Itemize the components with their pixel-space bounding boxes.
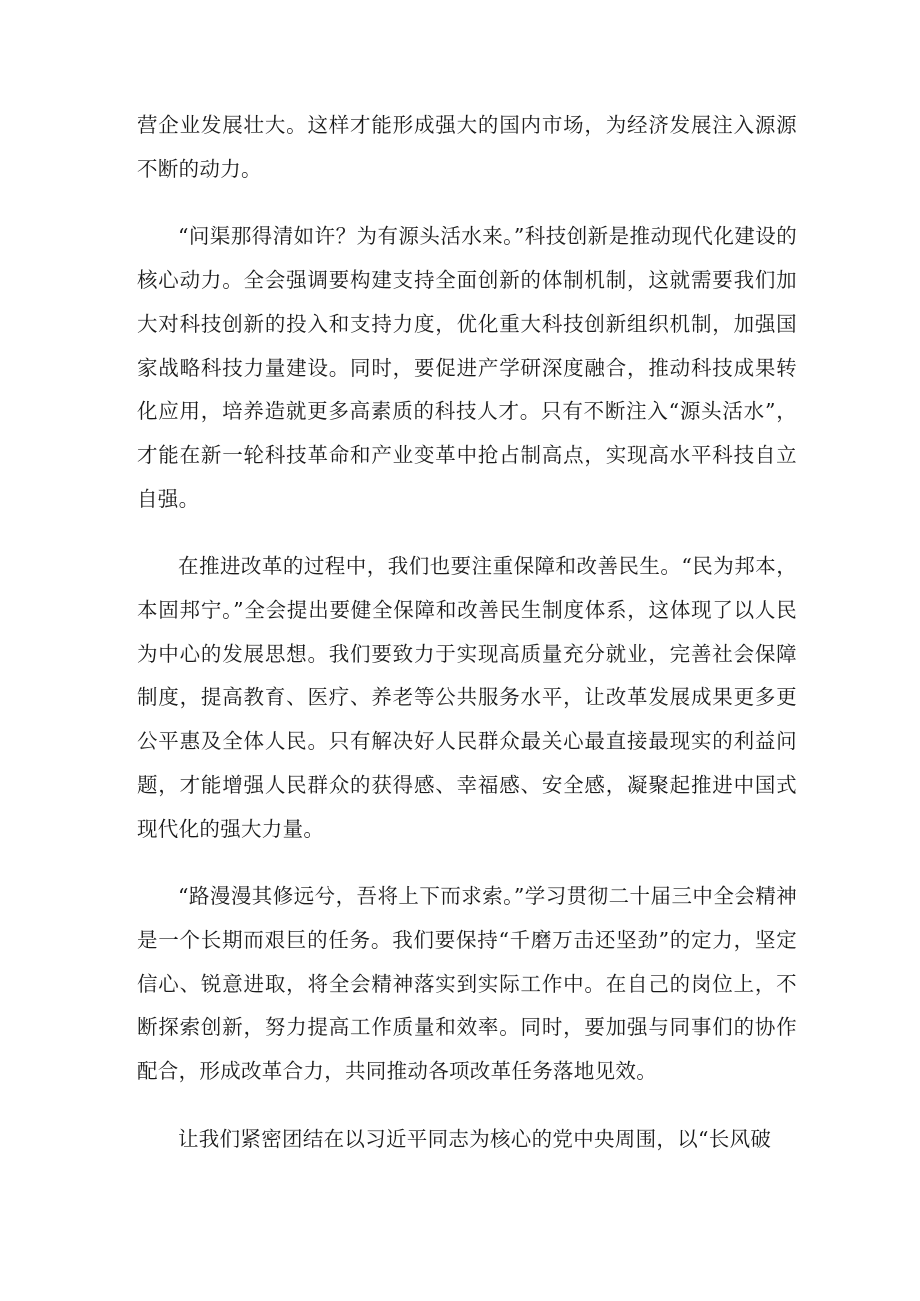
paragraph-continuation: 营企业发展壮大。这样才能形成强大的国内市场，为经济发展注入源源不断的动力。 <box>137 113 797 181</box>
paragraph-long-journey: “路漫漫其修远兮，吾将上下而求索。”学习贯彻二十届三中全会精神是一个长期而艰巨的任务。我们要保持“千磨万击还坚劲”的定力，坚定信心、锐意进取，将全会精神落实到实际工作中。在自己的岗位上，不断探索创新，努力提高工作质量和效率。同时，要加强与同事们的协作配合，形成改革合力，共同推动各项改革任务落地见效。 <box>137 884 797 1084</box>
paragraph-closing: 让我们紧密团结在以习近平同志为核心的党中央周围，以“长风破 <box>178 1126 772 1151</box>
document-page <box>137 104 797 1161</box>
paragraph-livelihood: 在推进改革的过程中，我们也要注重保障和改善民生。“民为邦本，本固邦宁。”全会提出要健全保障和改善民生制度体系，这体现了以人民为中心的发展思想。我们要致力于实现高质量充分就业，完善社会保障制度，提高教育、医疗、养老等公共服务水平，让改革发展成果更多更公平惠及全体人民。只有解决好人民群众最关心最直接最现实的利益问题，才能增强人民群众的获得感、幸福感、安全感，凝聚起推进中国式现代化的强大力量。 <box>137 554 797 841</box>
paragraph-tech-innovation: “问渠那得清如许？为有源头活水来。”科技创新是推动现代化建设的核心动力。全会强调要构建支持全面创新的体制机制，这就需要我们加大对科技创新的投入和支持力度，优化重大科技创新组织机制，加强国家战略科技力量建设。同时，要促进产学研深度融合，推动科技成果转化应用，培养造就更多高素质的科技人才。只有不断注入“源头活水”，才能在新一轮科技革命和产业变革中抢占制高点，实现高水平科技自立自强。 <box>137 224 797 511</box>
